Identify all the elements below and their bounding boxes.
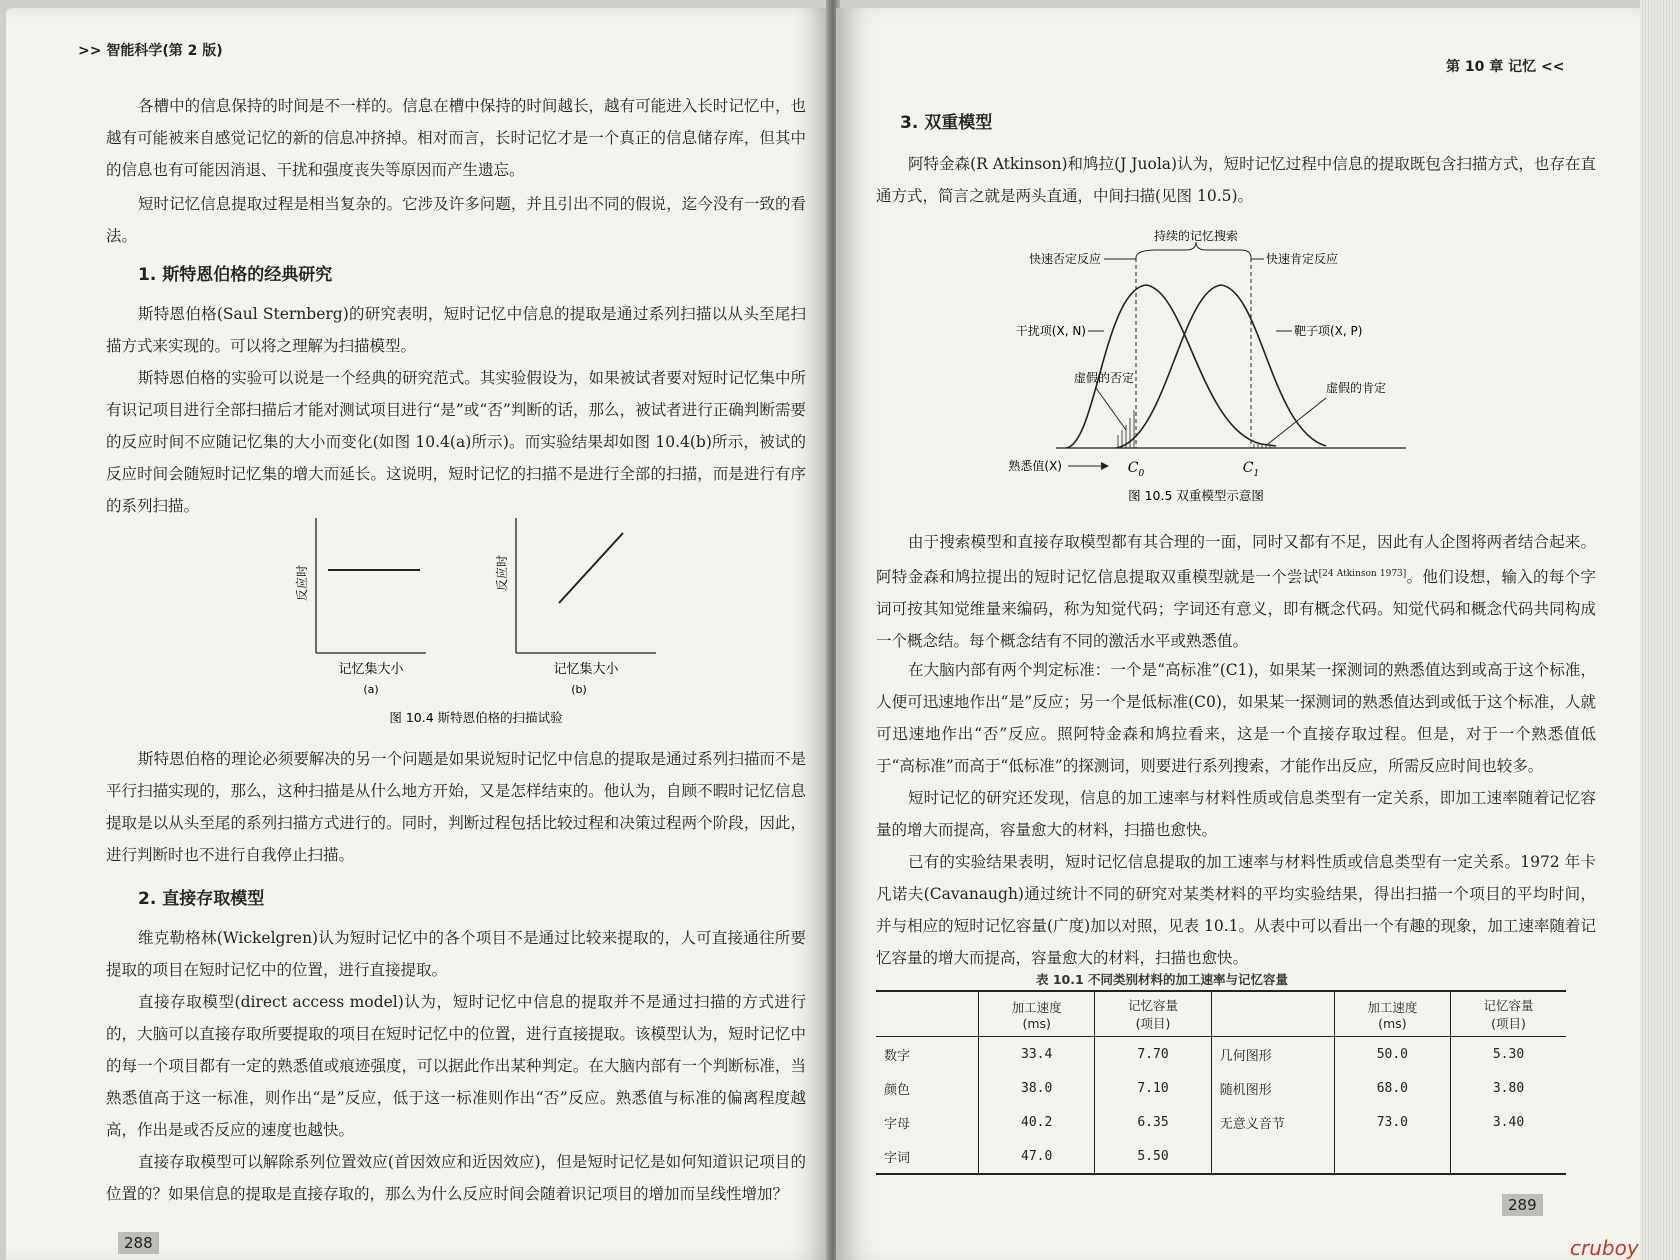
- table-cell: 几何图形: [1211, 1037, 1334, 1072]
- fig105-fast-no: 快速否定反应: [1028, 252, 1101, 266]
- fig105-false-neg-pointer: [1096, 388, 1126, 430]
- watermark-text: cruboy: [1570, 1236, 1639, 1260]
- table-cell: 38.0: [979, 1071, 1095, 1105]
- table-row: [876, 1071, 1566, 1105]
- right-paragraph-1: 阿特金森(R Atkinson)和鸠拉(J Juola)认为，短时记忆过程中信息的提取既包含扫描方式，也存在直通方式，简言之就是两头直通，中间扫描(见图 10.5)。: [876, 155, 1596, 205]
- page-number-right: 289: [1502, 1194, 1543, 1216]
- table-header-cell: 记忆容量 (项目): [1095, 991, 1211, 1037]
- left-paragraph-1: 各槽中的信息保持的时间是不一样的。信息在槽中保持的时间越长，越有可能进入长时记忆中，也越有可能被来自感觉记忆的新的信息冲挤掉。相对而言，长时记忆才是一个真正的信息储存库，但其中的信息也有可能因消退、干扰和强度丧失等原因而产生遗忘。: [106, 97, 806, 179]
- fig-a-ylabel: 反应时: [295, 564, 309, 602]
- fig-10-4-caption: 图 10.4 斯特恩伯格的扫描试验: [389, 710, 563, 725]
- fig105-familiarity-label: 熟悉值(X): [1008, 459, 1062, 473]
- table-10-1-title: 表 10.1 不同类别材料的加工速率与记忆容量: [1036, 972, 1289, 987]
- fig-b-xlabel: 记忆集大小: [553, 662, 619, 677]
- fig105-false-pos-pointer: [1268, 398, 1326, 444]
- table-header-cell: [876, 991, 979, 1037]
- table-header-cell: 记忆容量 (项目): [1451, 991, 1566, 1037]
- table-row: [876, 1139, 1566, 1174]
- table-row: [876, 1037, 1566, 1072]
- left-paragraph-4: 斯特恩伯格的实验可以说是一个经典的研究范式。其实验假设为，如果被试者要对短时记忆集中所有识记项目进行全部扫描后才能对测试项目进行“是”或“否”判断的话，那么，被试者进行正确判断需要的反应时间不应随记忆集的大小而变化(如图 10.4(a)所示)。而实验结果却如图 10.4(b)所示，被试的反应时间会随短时记忆集的增大而延长。这说明，短时记忆的扫描不是进行全部的扫描，而是进行有序的系列扫描。: [106, 369, 806, 515]
- table-cell: 73.0: [1334, 1105, 1450, 1139]
- table-cell: 5.50: [1095, 1139, 1211, 1174]
- fig105-c1-label: [1243, 460, 1259, 479]
- table-cell: 50.0: [1334, 1037, 1450, 1072]
- left-paragraph-8: 直接存取模型可以解除系列位置效应(首因效应和近因效应)，但是短时记忆是如何知道识记项目的位置的？如果信息的提取是直接存取的，那么为什么反应时间会随着识记项目的增加而呈线性增加？: [106, 1153, 806, 1203]
- left-paragraph-3: 斯特恩伯格(Saul Sternberg)的研究表明，短时记忆中信息的提取是通过系列扫描以从头至尾扫描方式来实现的。可以将之理解为扫描模型。: [106, 305, 806, 355]
- figure-10-5: [986, 230, 1456, 505]
- fig105-false-negative-hatch: [1118, 410, 1134, 448]
- fig105-top-brace: [1136, 242, 1251, 258]
- table-header-cell: [1211, 991, 1334, 1037]
- table-cell: 无意义音节: [1211, 1105, 1334, 1139]
- left-paragraph-2: 短时记忆信息提取过程是相当复杂的。它涉及许多问题，并且引出不同的假说，迄今没有一致的看法。: [106, 195, 806, 245]
- table-10-1: [876, 990, 1566, 1175]
- fig-b-rising-line: [559, 533, 623, 603]
- table-cell: 字词: [884, 1150, 911, 1166]
- table-cell: 7.70: [1095, 1037, 1211, 1072]
- left-paragraph-6: 维克勒格林(Wickelgren)认为短时记忆中的各个项目不是通过比较来提取的，人可直接通往所要提取的项目在短时记忆中的位置，进行直接提取。: [106, 929, 806, 979]
- table-cell: [1334, 1139, 1450, 1174]
- table-cell: 3.80: [1451, 1071, 1566, 1105]
- fig105-c0-label: [1128, 460, 1145, 479]
- table-cell: 6.35: [1095, 1105, 1211, 1139]
- right-page: [836, 8, 1644, 1260]
- fig105-c1-subscript: 1: [1253, 469, 1260, 479]
- table-cell: [1211, 1139, 1334, 1174]
- left-page: [6, 8, 832, 1260]
- fig105-c0-letter: C: [1127, 460, 1139, 476]
- fig105-fast-yes: 快速肯定反应: [1266, 252, 1339, 266]
- fig105-c1-letter: C: [1242, 460, 1254, 476]
- table-header-cell: 加工速度 (ms): [979, 991, 1095, 1037]
- figure-10-4: [276, 513, 676, 728]
- fig105-false-pos-label: 虚假的肯定: [1326, 381, 1387, 395]
- table-cell: 数字: [884, 1048, 911, 1064]
- fig-a-sublabel: (a): [363, 683, 379, 696]
- page-number-left: 288: [118, 1232, 159, 1254]
- fig105-caption: 图 10.5 双重模型示意图: [1128, 488, 1264, 503]
- fig105-top-label: 持续的记忆搜索: [1153, 230, 1239, 243]
- page-edges: [1640, 0, 1680, 1260]
- table-cell: 5.30: [1451, 1037, 1566, 1072]
- table-row: [876, 1105, 1566, 1139]
- right-paragraph-2a: 由于搜索模型和直接存取模型都有其合理的一面，同时又都有不足，因此有人企图将两者结合起来。阿特金森和鸠拉提出的短时记忆信息提取双重模型就是一个尝试: [876, 533, 1596, 587]
- table-cell: 47.0: [979, 1139, 1095, 1174]
- fig105-false-neg-label: 虚假的否定: [1074, 371, 1135, 385]
- right-paragraph-4: 短时记忆的研究还发现，信息的加工速率与材料性质或信息类型有一定关系，即加工速率随着记忆容量的增大而提高，容量愈大的材料，扫描也愈快。: [876, 789, 1596, 839]
- table-cell: 字母: [884, 1116, 911, 1132]
- fig105-target-label: 靶子项(X, P): [1294, 324, 1363, 338]
- fig-b-ylabel: 反应时: [495, 554, 509, 592]
- running-head-right: 第 10 章 记忆 <<: [1446, 59, 1565, 75]
- running-head-left: >> 智能科学(第 2 版): [78, 43, 223, 59]
- right-paragraph-2: [876, 526, 1596, 657]
- left-paragraph-5: 斯特恩伯格的理论必须要解决的另一个问题是如果说短时记忆中信息的提取是通过系列扫描而不是平行扫描实现的，那么，这种扫描是从什么地方开始，又是怎样结束的。他认为，自顾不暇时记忆信息提取是以从头至尾的系列扫描方式进行的。同时，判断过程包括比较过程和决策过程两个阶段，因此，进行判断时也不进行自我停止扫描。: [106, 750, 806, 864]
- table-cell: [1451, 1139, 1566, 1174]
- fig105-c0-subscript: 0: [1138, 469, 1145, 479]
- table-header-row: [876, 991, 1566, 1037]
- fig105-distractor-label: 干扰项(X, N): [1015, 324, 1086, 338]
- fig105-familiarity-arrowhead: [1101, 462, 1109, 470]
- table-cell: 随机图形: [1211, 1071, 1334, 1105]
- heading-dual-model: 3. 双重模型: [900, 113, 993, 133]
- table-cell: 40.2: [979, 1105, 1095, 1139]
- table-cell: 3.40: [1451, 1105, 1566, 1139]
- table-cell: 颜色: [884, 1082, 911, 1098]
- table-cell: 33.4: [979, 1037, 1095, 1072]
- citation-atkinson-1973: [24 Atkinson 1973]: [1318, 569, 1407, 579]
- heading-sternberg: 1. 斯特恩伯格的经典研究: [138, 265, 333, 285]
- right-paragraph-2b: 。他们设想，输入的每个字词可按其知觉维量来编码，称为知觉代码；字词还有意义，即有概念代码。知觉代码和概念代码共同构成一个概念结。每个概念结有不同的激活水平或熟悉值。: [876, 568, 1596, 651]
- table-cell: 68.0: [1334, 1071, 1450, 1105]
- left-paragraph-7: 直接存取模型(direct access model)认为，短时记忆中信息的提取并不是通过扫描的方式进行的，大脑可以直接存取所要提取的项目在短时记忆中的位置，进行直接提取。该模型认为，短时记忆中的每一个项目都有一定的熟悉值或痕迹强度，可以据此作出某种判定。在大脑内部有一个判断标准，当熟悉值高于这一标准，则作出“是”反应，低于这一标准则作出“否”反应。熟悉值与标准的偏离程度越高，作出是或否反应的速度也越快。: [106, 993, 806, 1139]
- right-paragraph-3: 在大脑内部有两个判定标准：一个是“高标准”(C1)，如果某一探测词的熟悉值达到或高于这个标准，人便可迅速地作出“是”反应；另一个是低标准(C0)，如果某一探测词的熟悉值达到或低于这个标准，人就可迅速地作出“否”反应。照阿特金森和鸠拉看来，这是一个直接存取过程。但是，对于一个熟悉值低于“高标准”而高于“低标准”的探测词，则要进行系列搜索，才能作出反应，所需反应时间也较多。: [876, 661, 1596, 775]
- fig-a-xlabel: 记忆集大小: [338, 662, 404, 677]
- fig-b-sublabel: (b): [571, 683, 587, 696]
- table-header-cell: 加工速度 (ms): [1334, 991, 1450, 1037]
- heading-direct-access: 2. 直接存取模型: [138, 889, 265, 909]
- table-cell: 7.10: [1095, 1071, 1211, 1105]
- right-paragraph-5: 已有的实验结果表明，短时记忆信息提取的加工速率与材料性质或信息类型有一定关系。1972 年卡凡诺夫(Cavanaugh)通过统计不同的研究对某类材料的平均实验结果，得出扫描一个项目的平均时间，并与相应的短时记忆容量(广度)加以对照，见表 10.1。从表中可以看出一个有趣的现象，加工速率随着记忆容量的增大而提高，容量愈大的材料，扫描也愈快。: [876, 853, 1596, 967]
